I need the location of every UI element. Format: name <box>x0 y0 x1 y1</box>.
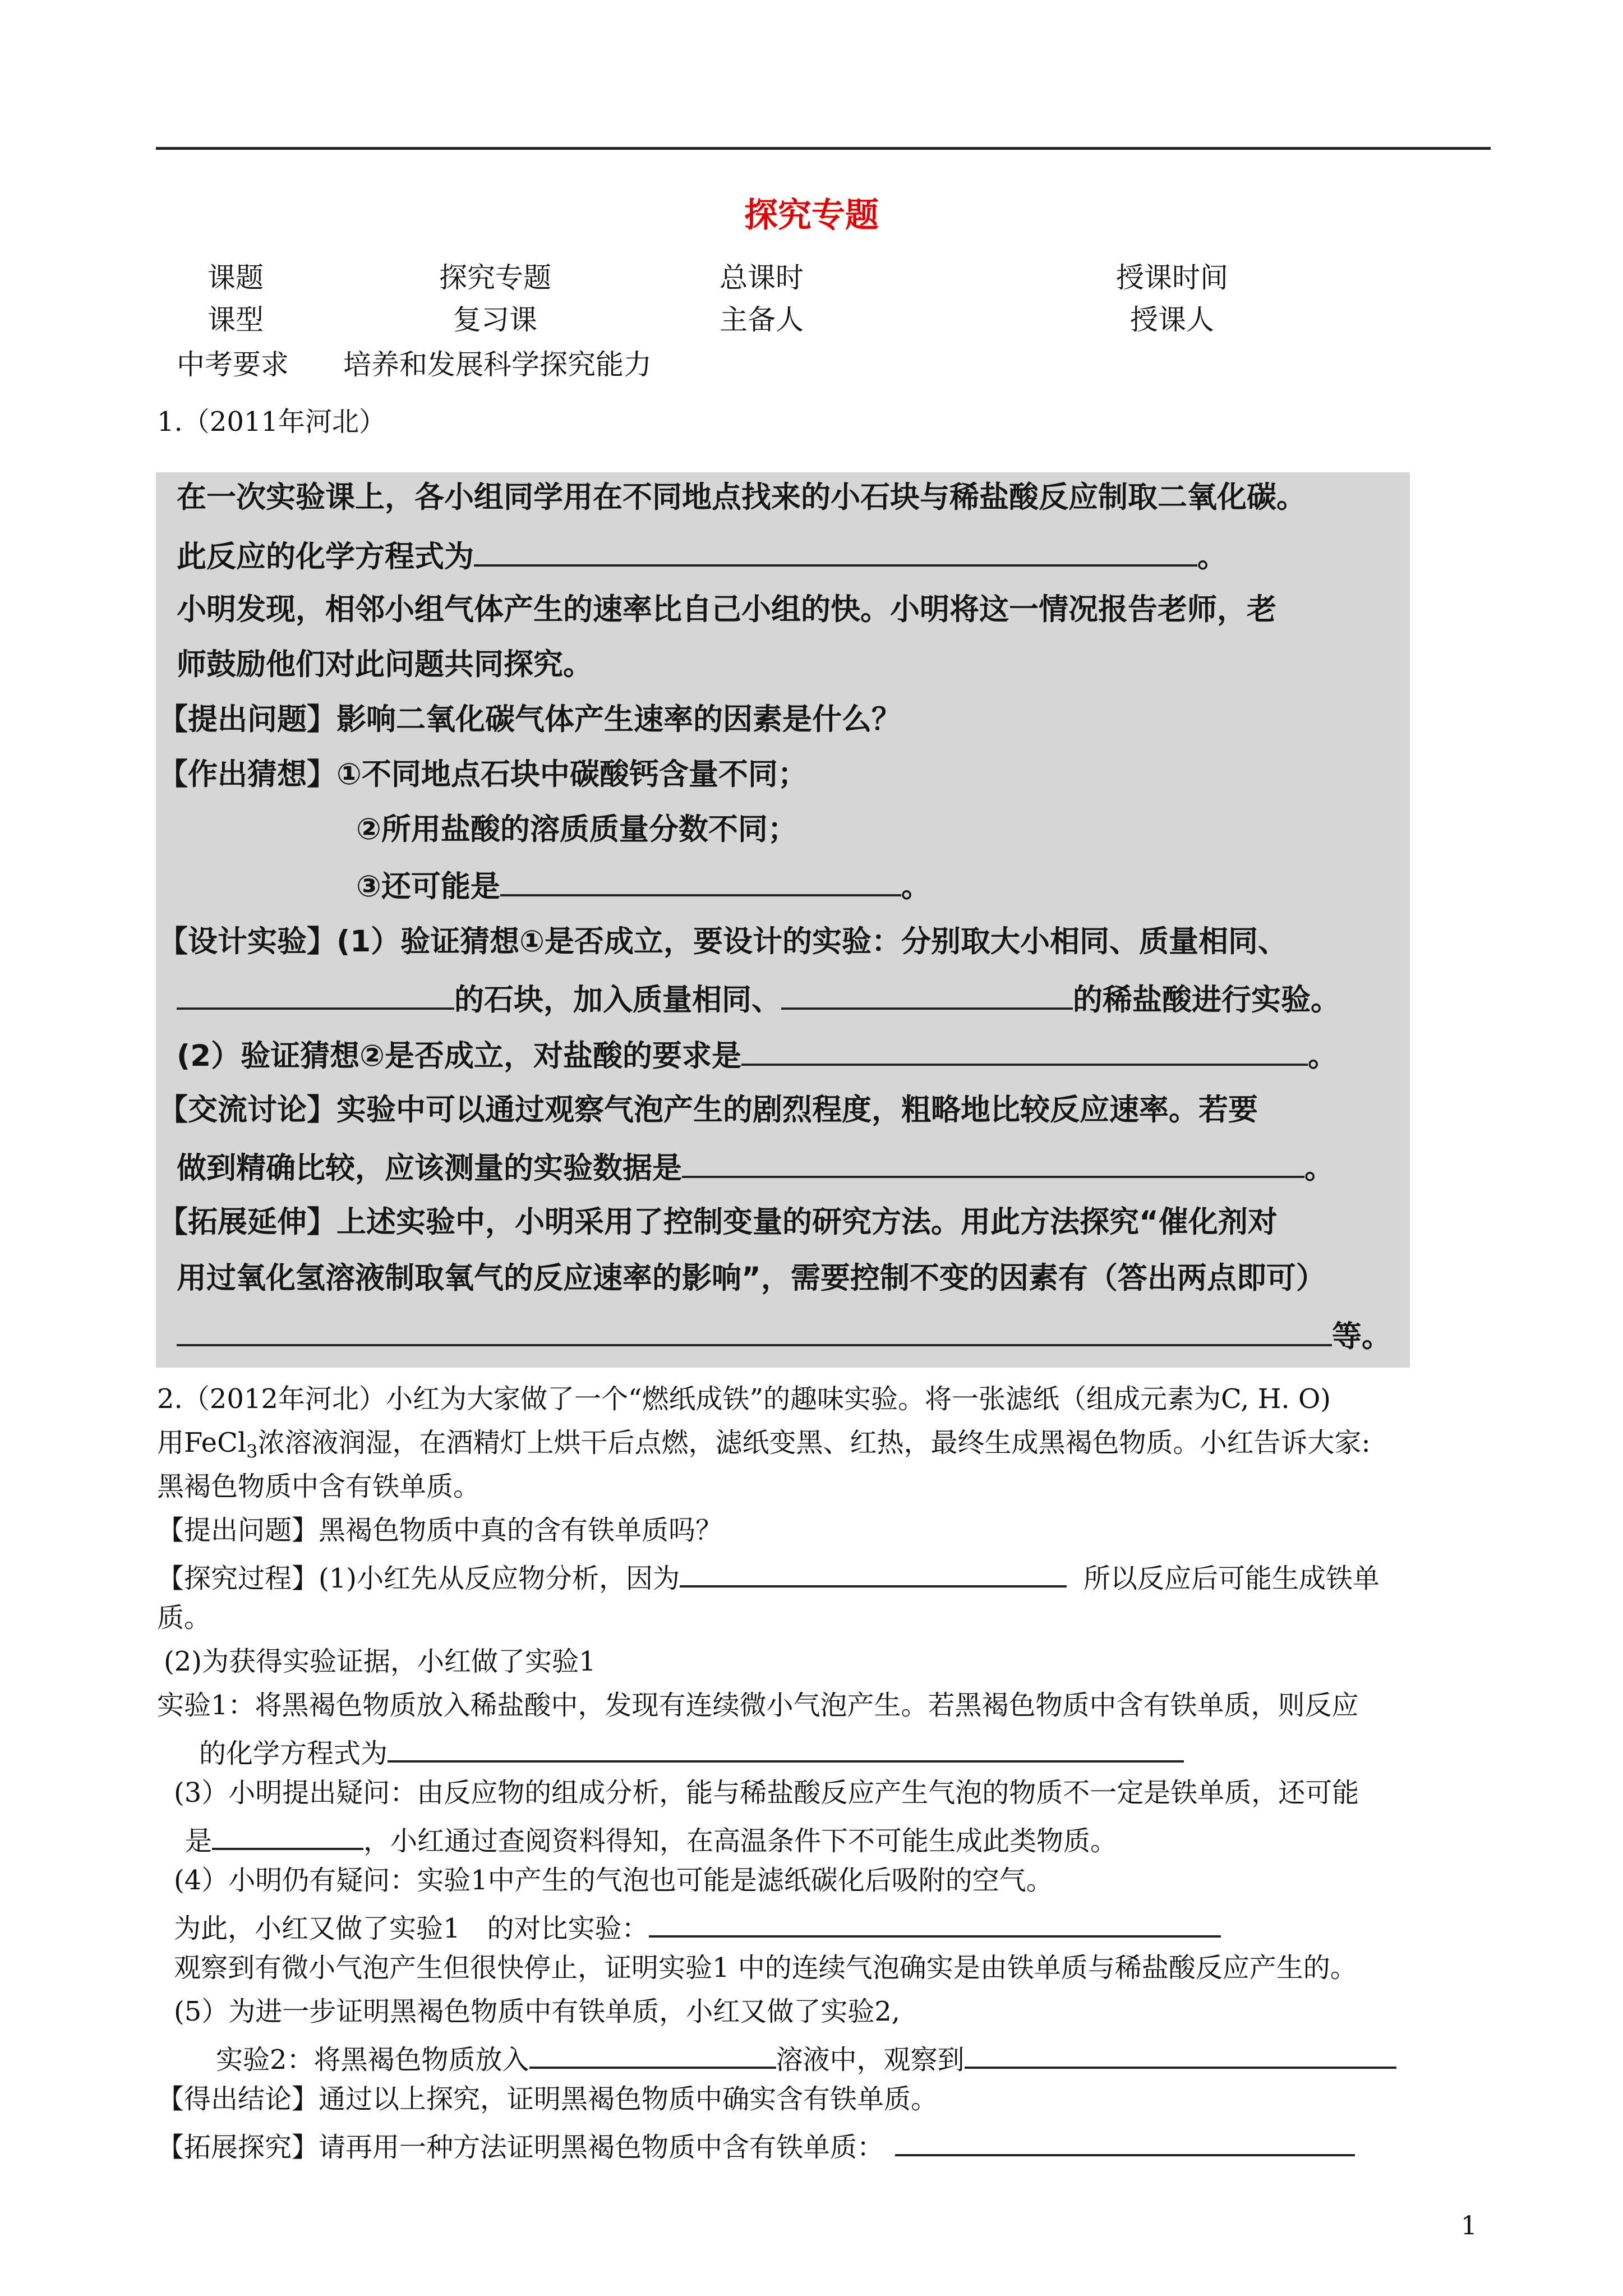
value-topic: 探究专题 <box>439 261 551 294</box>
q1-line: ②所用盐酸的溶质质量分数不同； <box>356 812 797 846</box>
answer-blank[interactable] <box>781 983 1073 1010</box>
q2-line: 是 ，小红通过查阅资料得知，在高温条件下不可能生成此类物质。 <box>185 1823 1117 1855</box>
q1-line: 的石块，加入质量相同、 的稀盐酸进行实验。 <box>177 983 1340 1015</box>
answer-blank[interactable] <box>177 1319 1332 1346</box>
label-main-preparer: 主备人 <box>720 303 804 336</box>
answer-blank[interactable] <box>680 1561 1067 1588</box>
label-lecturer: 授课人 <box>1130 303 1214 336</box>
q2-line: (4）小明仍有疑问：实验1中产生的气泡也可能是滤纸碳化后吸附的空气。 <box>174 1865 1053 1896</box>
header-rule <box>156 147 1491 150</box>
q1-line: 用过氧化氢溶液制取氧气的反应速率的影响”，需要控制不变的因素有（答出两点即可） <box>177 1261 1326 1295</box>
q1-line: 【交流讨论】实验中可以通过观察气泡产生的剧烈程度，粗略地比较反应速率。若要 <box>158 1093 1258 1127</box>
q2-line: 【得出结论】通过以上探究，证明黑褐色物质中确实含有铁单质。 <box>157 2083 938 2115</box>
q2-line: 用FeCl$_3$浓溶液润湿，在酒精灯上烘干后点燃，滤纸变黑、红热，最终生成黑褐色物质。小红告诉大家: <box>157 1427 1371 1462</box>
label-total-hours: 总课时 <box>720 261 804 294</box>
q2-line: 黑褐色物质中含有铁单质。 <box>157 1471 481 1502</box>
q1-line: 【拓展延伸】上述实验中，小明采用了控制变量的研究方法。用此方法探究“催化剂对 <box>158 1205 1278 1239</box>
q1-line: ③还可能是 。 <box>356 869 931 904</box>
q2-line: (2)为获得实验证据，小红做了实验1 <box>164 1646 596 1677</box>
answer-blank[interactable] <box>965 2042 1396 2069</box>
q1-line: 等。 <box>177 1319 1391 1351</box>
q2-line: 【拓展探究】请再用一种方法证明黑褐色物质中含有铁单质： <box>157 2129 1355 2161</box>
answer-blank[interactable] <box>682 1151 1304 1178</box>
label-lesson-type: 课型 <box>208 303 264 336</box>
answer-blank[interactable] <box>895 2129 1355 2156</box>
q2-line: (3）小明提出疑问：由反应物的组成分析，能与稀盐酸反应产生气泡的物质不一定是铁单质，还可能 <box>174 1777 1359 1809</box>
page-number: 1 <box>1460 2210 1477 2240</box>
value-exam-requirement: 培养和发展科学探究能力 <box>343 348 652 381</box>
q1-line: 小明发现，相邻小组气体产生的速率比自己小组的快。小明将这一情况报告老师，老 <box>177 592 1276 627</box>
q2-line: (5）为进一步证明黑褐色物质中有铁单质，小红又做了实验2, <box>174 1996 901 2027</box>
label-topic: 课题 <box>208 261 264 294</box>
answer-blank[interactable] <box>177 983 454 1010</box>
q2-line: 为此，小红又做了实验1 的对比实验： <box>174 1911 1221 1942</box>
label-lecture-time: 授课时间 <box>1116 261 1228 294</box>
page-title: 探究专题 <box>744 196 879 235</box>
answer-blank[interactable] <box>212 1823 363 1850</box>
q2-line: 质。 <box>157 1602 211 1634</box>
answer-blank[interactable] <box>500 869 901 896</box>
q1-line: 师鼓励他们对此问题共同探究。 <box>177 647 593 682</box>
question-1-label: 1.（2011年河北） <box>157 406 386 438</box>
value-lesson-type: 复习课 <box>453 303 537 336</box>
q2-line: 实验1：将黑褐色物质放入稀盐酸中，发现有连续微小气泡产生。若黑褐色物质中含有铁单质，则反应 <box>157 1690 1359 1721</box>
q2-line: 观察到有微小气泡产生但很快停止，证明实验1 中的连续气泡确实是由铁单质与稀盐酸反应产生的。 <box>174 1952 1357 1984</box>
q1-line: 此反应的化学方程式为 。 <box>177 540 1227 574</box>
answer-blank[interactable] <box>741 1039 1308 1066</box>
answer-blank[interactable] <box>388 1736 1184 1763</box>
label-exam-requirement: 中考要求 <box>177 348 289 381</box>
q2-line: 实验2：将黑褐色物质放入 溶液中，观察到 <box>216 2042 1396 2073</box>
answer-blank[interactable] <box>649 1911 1221 1938</box>
q1-line: 【提出问题】影响二氧化碳气体产生速率的因素是什么？ <box>158 702 901 737</box>
q1-line: 做到精确比较，应该测量的实验数据是 。 <box>177 1151 1334 1185</box>
q1-line: (2）验证猜想②是否成立，对盐酸的要求是 。 <box>177 1039 1338 1073</box>
q2-line: 2.（2012年河北）小红为大家做了一个“燃纸成铁”的趣味实验。将一张滤纸（组成元素为C, H. O) <box>157 1383 1331 1415</box>
answer-blank[interactable] <box>474 540 1197 567</box>
q2-line: 【探究过程】(1)小红先从反应物分析，因为 所以反应后可能生成铁单 <box>157 1561 1380 1592</box>
q2-line: 【提出问题】黑褐色物质中真的含有铁单质吗？ <box>157 1515 723 1546</box>
q2-line: 的化学方程式为 <box>199 1736 1184 1767</box>
q1-line: 【设计实验】(1）验证猜想①是否成立，要设计的实验：分别取大小相同、质量相同、 <box>158 924 1288 959</box>
answer-blank[interactable] <box>529 2042 776 2069</box>
q1-line: 【作出猜想】①不同地点石块中碳酸钙含量不同； <box>158 757 808 792</box>
q1-line: 在一次实验课上，各小组同学用在不同地点找来的小石块与稀盐酸反应制取二氧化碳。 <box>177 480 1306 514</box>
